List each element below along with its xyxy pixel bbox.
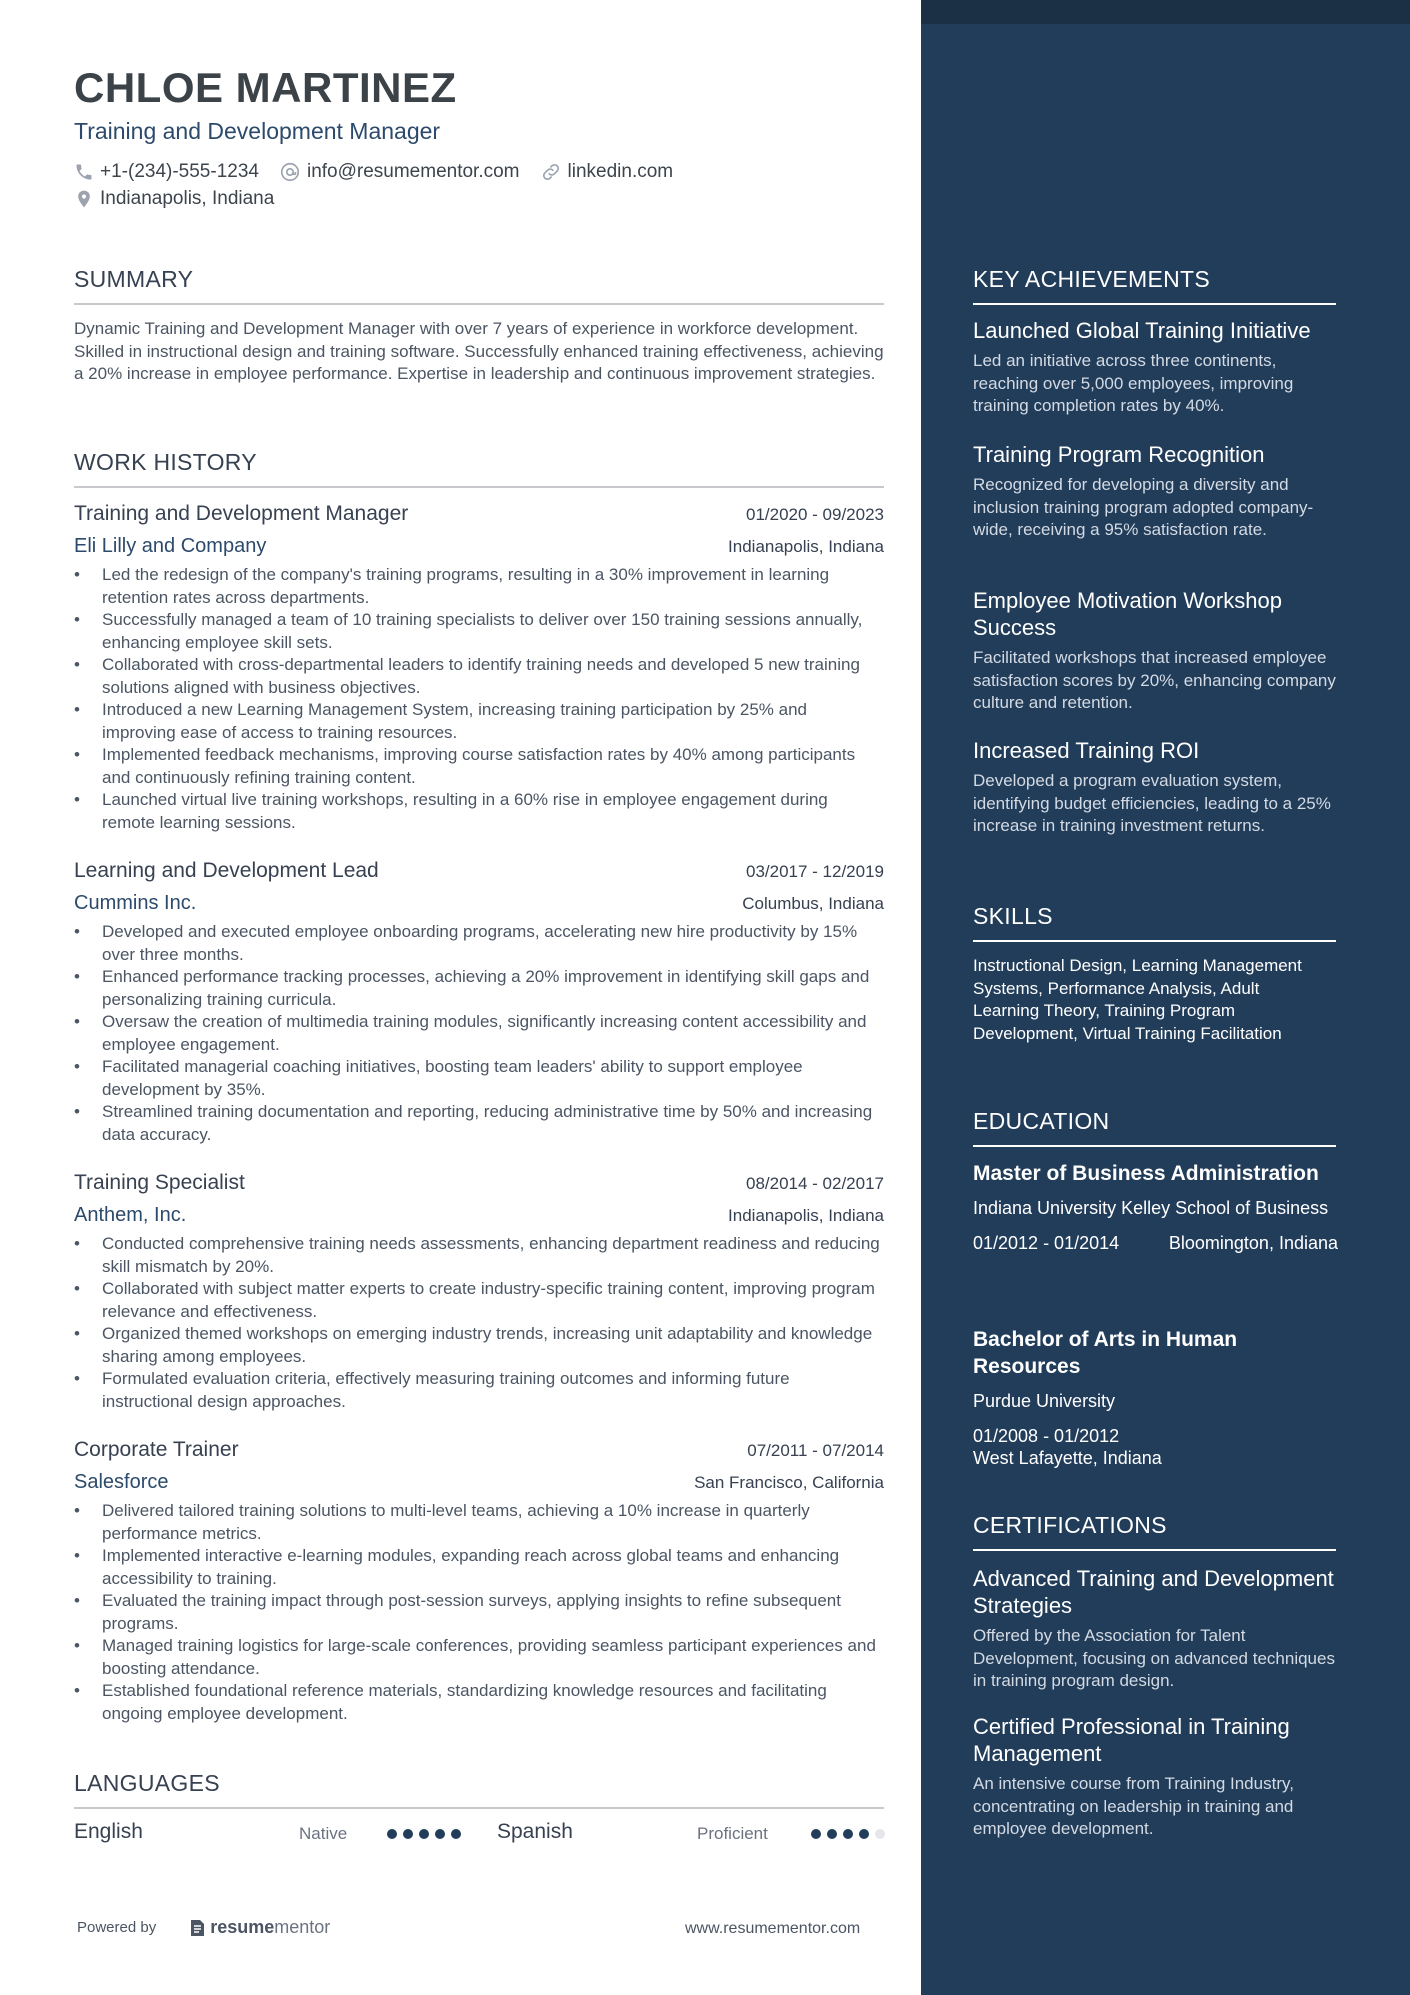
language-name: Spanish — [497, 1820, 573, 1843]
summary-heading: SUMMARY — [74, 266, 884, 305]
email[interactable] — [279, 161, 520, 183]
language-rating — [387, 1829, 467, 1839]
language-rating — [811, 1829, 891, 1839]
job-bullet: • Delivered tailored training solutions to multi-level teams, achieving a 10% increase in quarterly performance metrics. — [74, 1500, 884, 1545]
phone[interactable] — [74, 161, 259, 183]
education-school: Purdue University — [973, 1391, 1116, 1411]
achievement-item — [973, 441, 1338, 542]
rating-dot — [843, 1829, 853, 1839]
achievement-item — [973, 737, 1338, 838]
achievement-item — [973, 317, 1338, 418]
education-heading: EDUCATION — [973, 1108, 1336, 1147]
job-location: Indianapolis, Indiana — [728, 537, 884, 556]
achievement-title: Increased Training ROI — [973, 738, 1200, 763]
languages-row — [74, 1820, 884, 1850]
language-level: Native — [299, 1824, 348, 1843]
job-dates: 01/2020 - 09/2023 — [745, 505, 884, 524]
key-achievements-heading: KEY ACHIEVEMENTS — [973, 266, 1336, 305]
job-bullet: • Led the redesign of the company's training programs, resulting in a 30% improvement in learning retention rates across departments. — [74, 564, 884, 609]
email-text: info@resumementor.com — [306, 161, 520, 182]
certifications-heading: CERTIFICATIONS — [973, 1512, 1336, 1551]
education-dates: 01/2008 - 01/2012 — [973, 1425, 1120, 1446]
rating-dot — [451, 1829, 461, 1839]
job-bullet: • Introduced a new Learning Management System, increasing training participation by 25% and improving ease of access to training resources. — [74, 699, 884, 744]
education-degree: Bachelor of Arts in Human Resources — [973, 1328, 1238, 1378]
achievement-desc: Led an initiative across three continents, reaching over 5,000 employees, improving training completion rates by 40%. — [973, 351, 1294, 415]
job-bullet: • Collaborated with cross-departmental leaders to identify training needs and developed 5 new training solutions aligned with business objectives. — [74, 654, 884, 699]
job-bullet: • Implemented interactive e-learning modules, expanding reach across global teams and enhancing accessibility to training. — [74, 1545, 884, 1590]
language-level: Proficient — [697, 1824, 768, 1843]
education-item — [973, 1326, 1338, 1470]
achievement-desc: Developed a program evaluation system, identifying budget efficiencies, leading to a 25% increase in training investment returns. — [973, 771, 1331, 835]
location — [74, 188, 274, 210]
job-company: Anthem, Inc. — [74, 1204, 187, 1226]
achievement-title: Employee Motivation Workshop Success — [973, 588, 1282, 640]
job-location: Columbus, Indiana — [742, 894, 884, 913]
achievement-title: Launched Global Training Initiative — [973, 318, 1311, 343]
job-bullet: • Facilitated managerial coaching initiatives, boosting team leaders' ability to support employee development by 35%. — [74, 1056, 884, 1101]
achievement-desc: Facilitated workshops that increased employee satisfaction scores by 20%, enhancing company culture and retention. — [973, 648, 1336, 712]
job-bullet: • Collaborated with subject matter experts to create industry-specific training content, improving program relevance and effectiveness. — [74, 1278, 884, 1323]
candidate-title: Training and Development Manager — [74, 118, 441, 144]
rating-dot — [419, 1829, 429, 1839]
languages-heading: LANGUAGES — [74, 1770, 884, 1809]
job-bullet: • Streamlined training documentation and reporting, reducing administrative time by 50% and increasing data accuracy. — [74, 1101, 884, 1146]
job-company: Cummins Inc. — [74, 892, 197, 914]
job-bullets — [74, 1500, 884, 1725]
brand-light: mentor — [274, 1917, 331, 1937]
education-degree: Master of Business Administration — [973, 1162, 1319, 1185]
job-location: Indianapolis, Indiana — [728, 1206, 884, 1225]
job-title: Corporate Trainer — [74, 1438, 239, 1461]
linkedin[interactable] — [540, 161, 674, 183]
job-entry — [74, 859, 884, 1146]
achievement-desc: Recognized for developing a diversity and inclusion training program adopted company-wide, receiving a 95% satisfaction rate. — [973, 475, 1314, 539]
job-bullets — [74, 1233, 884, 1413]
certification-desc: Offered by the Association for Talent Development, focusing on advanced techniques in training program design. — [973, 1626, 1335, 1690]
phone-icon — [74, 162, 94, 182]
job-bullet: • Oversaw the creation of multimedia training modules, significantly increasing content accessibility and employee engagement. — [74, 1011, 884, 1056]
contact-row — [74, 161, 693, 183]
achievement-title: Training Program Recognition — [973, 442, 1265, 467]
language-name: English — [74, 1820, 143, 1843]
rating-dot — [859, 1829, 869, 1839]
rating-dot — [435, 1829, 445, 1839]
job-bullet: • Enhanced performance tracking processes, achieving a 20% improvement in identifying skill gaps and personalizing training curricula. — [74, 966, 884, 1011]
job-bullet: • Developed and executed employee onboarding programs, accelerating new hire productivity by 15% over three months. — [74, 921, 884, 966]
linkedin-text: linkedin.com — [567, 161, 674, 182]
job-bullets — [74, 921, 884, 1146]
at-icon — [279, 161, 301, 183]
job-bullet: • Successfully managed a team of 10 training specialists to deliver over 150 training sessions annually, enhancing employee skill sets. — [74, 609, 884, 654]
certification-item — [973, 1565, 1338, 1693]
work-history-heading: WORK HISTORY — [74, 449, 884, 488]
candidate-name: CHLOE MARTINEZ — [74, 64, 457, 111]
job-bullet: • Formulated evaluation criteria, effectively measuring training outcomes and informing future instructional design approaches. — [74, 1368, 884, 1413]
job-entry — [74, 1171, 884, 1413]
job-company: Eli Lilly and Company — [74, 535, 267, 557]
certification-desc: An intensive course from Training Industry, concentrating on leadership in training and employee development. — [973, 1774, 1294, 1838]
rating-dot — [403, 1829, 413, 1839]
education-item — [973, 1160, 1338, 1254]
job-dates: 08/2014 - 02/2017 — [745, 1174, 884, 1193]
job-bullet: • Organized themed workshops on emerging industry trends, increasing unit adaptability and knowledge sharing among employees. — [74, 1323, 884, 1368]
education-location: West Lafayette, Indiana — [973, 1448, 1162, 1468]
education-dates: 01/2012 - 01/2014 — [973, 1232, 1120, 1253]
job-bullet: • Established foundational reference materials, standardizing knowledge resources and facilitating ongoing employee development. — [74, 1680, 884, 1725]
achievement-item — [973, 587, 1338, 715]
certification-title: Advanced Training and Development Strategies — [973, 1566, 1334, 1618]
education-school: Indiana University Kelley School of Business — [973, 1198, 1329, 1218]
rating-dot — [827, 1829, 837, 1839]
skills-heading: SKILLS — [973, 903, 1336, 942]
certification-title: Certified Professional in Training Management — [973, 1714, 1290, 1766]
phone-text: +1-(234)-555-1234 — [100, 161, 259, 182]
job-bullet: • Implemented feedback mechanisms, improving course satisfaction rates by 40% among participants and continuously refining training content. — [74, 744, 884, 789]
sidebar-top-bar — [921, 0, 1410, 24]
job-title: Training and Development Manager — [74, 502, 409, 525]
rating-dot — [875, 1829, 885, 1839]
job-company: Salesforce — [74, 1471, 169, 1493]
education-location: Bloomington, Indiana — [1168, 1232, 1338, 1253]
brand-logo[interactable] — [188, 1917, 330, 1938]
job-title: Training Specialist — [74, 1171, 245, 1194]
job-bullet: • Managed training logistics for large-scale conferences, providing seamless participant experiences and boosting attendance. — [74, 1635, 884, 1680]
brand-bold: resume — [210, 1917, 275, 1937]
job-title: Learning and Development Lead — [74, 859, 379, 882]
skills-text: Instructional Design, Learning Management Systems, Performance Analysis, Adult Learning Theory, Training Program Development, Virtual Training Facilitation — [973, 956, 1302, 1043]
resumementor-logo-icon — [188, 1918, 206, 1938]
footer-powered-by — [77, 1917, 330, 1938]
job-bullet: • Conducted comprehensive training needs assessments, enhancing department readiness and reducing skill mismatch by 20%. — [74, 1233, 884, 1278]
rating-dot — [811, 1829, 821, 1839]
job-location: San Francisco, California — [694, 1473, 884, 1492]
job-bullet: • Launched virtual live training workshops, resulting in a 60% rise in employee engagement during remote learning sessions. — [74, 789, 884, 834]
location-text: Indianapolis, Indiana — [100, 188, 275, 209]
job-bullets — [74, 564, 884, 834]
rating-dot — [387, 1829, 397, 1839]
powered-by-label: Powered by — [77, 1919, 157, 1936]
location-row — [74, 188, 294, 210]
certification-item — [973, 1713, 1338, 1841]
link-icon — [540, 161, 562, 183]
job-bullet: • Evaluated the training impact through post-session surveys, applying insights to refine subsequent programs. — [74, 1590, 884, 1635]
job-entry — [74, 502, 884, 834]
job-dates: 07/2011 - 07/2014 — [747, 1441, 884, 1460]
footer-url[interactable]: www.resumementor.com — [685, 1920, 861, 1937]
job-entry — [74, 1438, 884, 1725]
job-dates: 03/2017 - 12/2019 — [745, 862, 884, 881]
map-pin-icon — [74, 188, 94, 210]
summary-text: Dynamic Training and Development Manager with over 7 years of experience in workforce development. Skilled in instructional design and training software. Successfully enhanced training effectiveness, achieving a 20% increase in employee performance. Expertise in leadership and continuous improvement strategies. — [74, 319, 884, 383]
